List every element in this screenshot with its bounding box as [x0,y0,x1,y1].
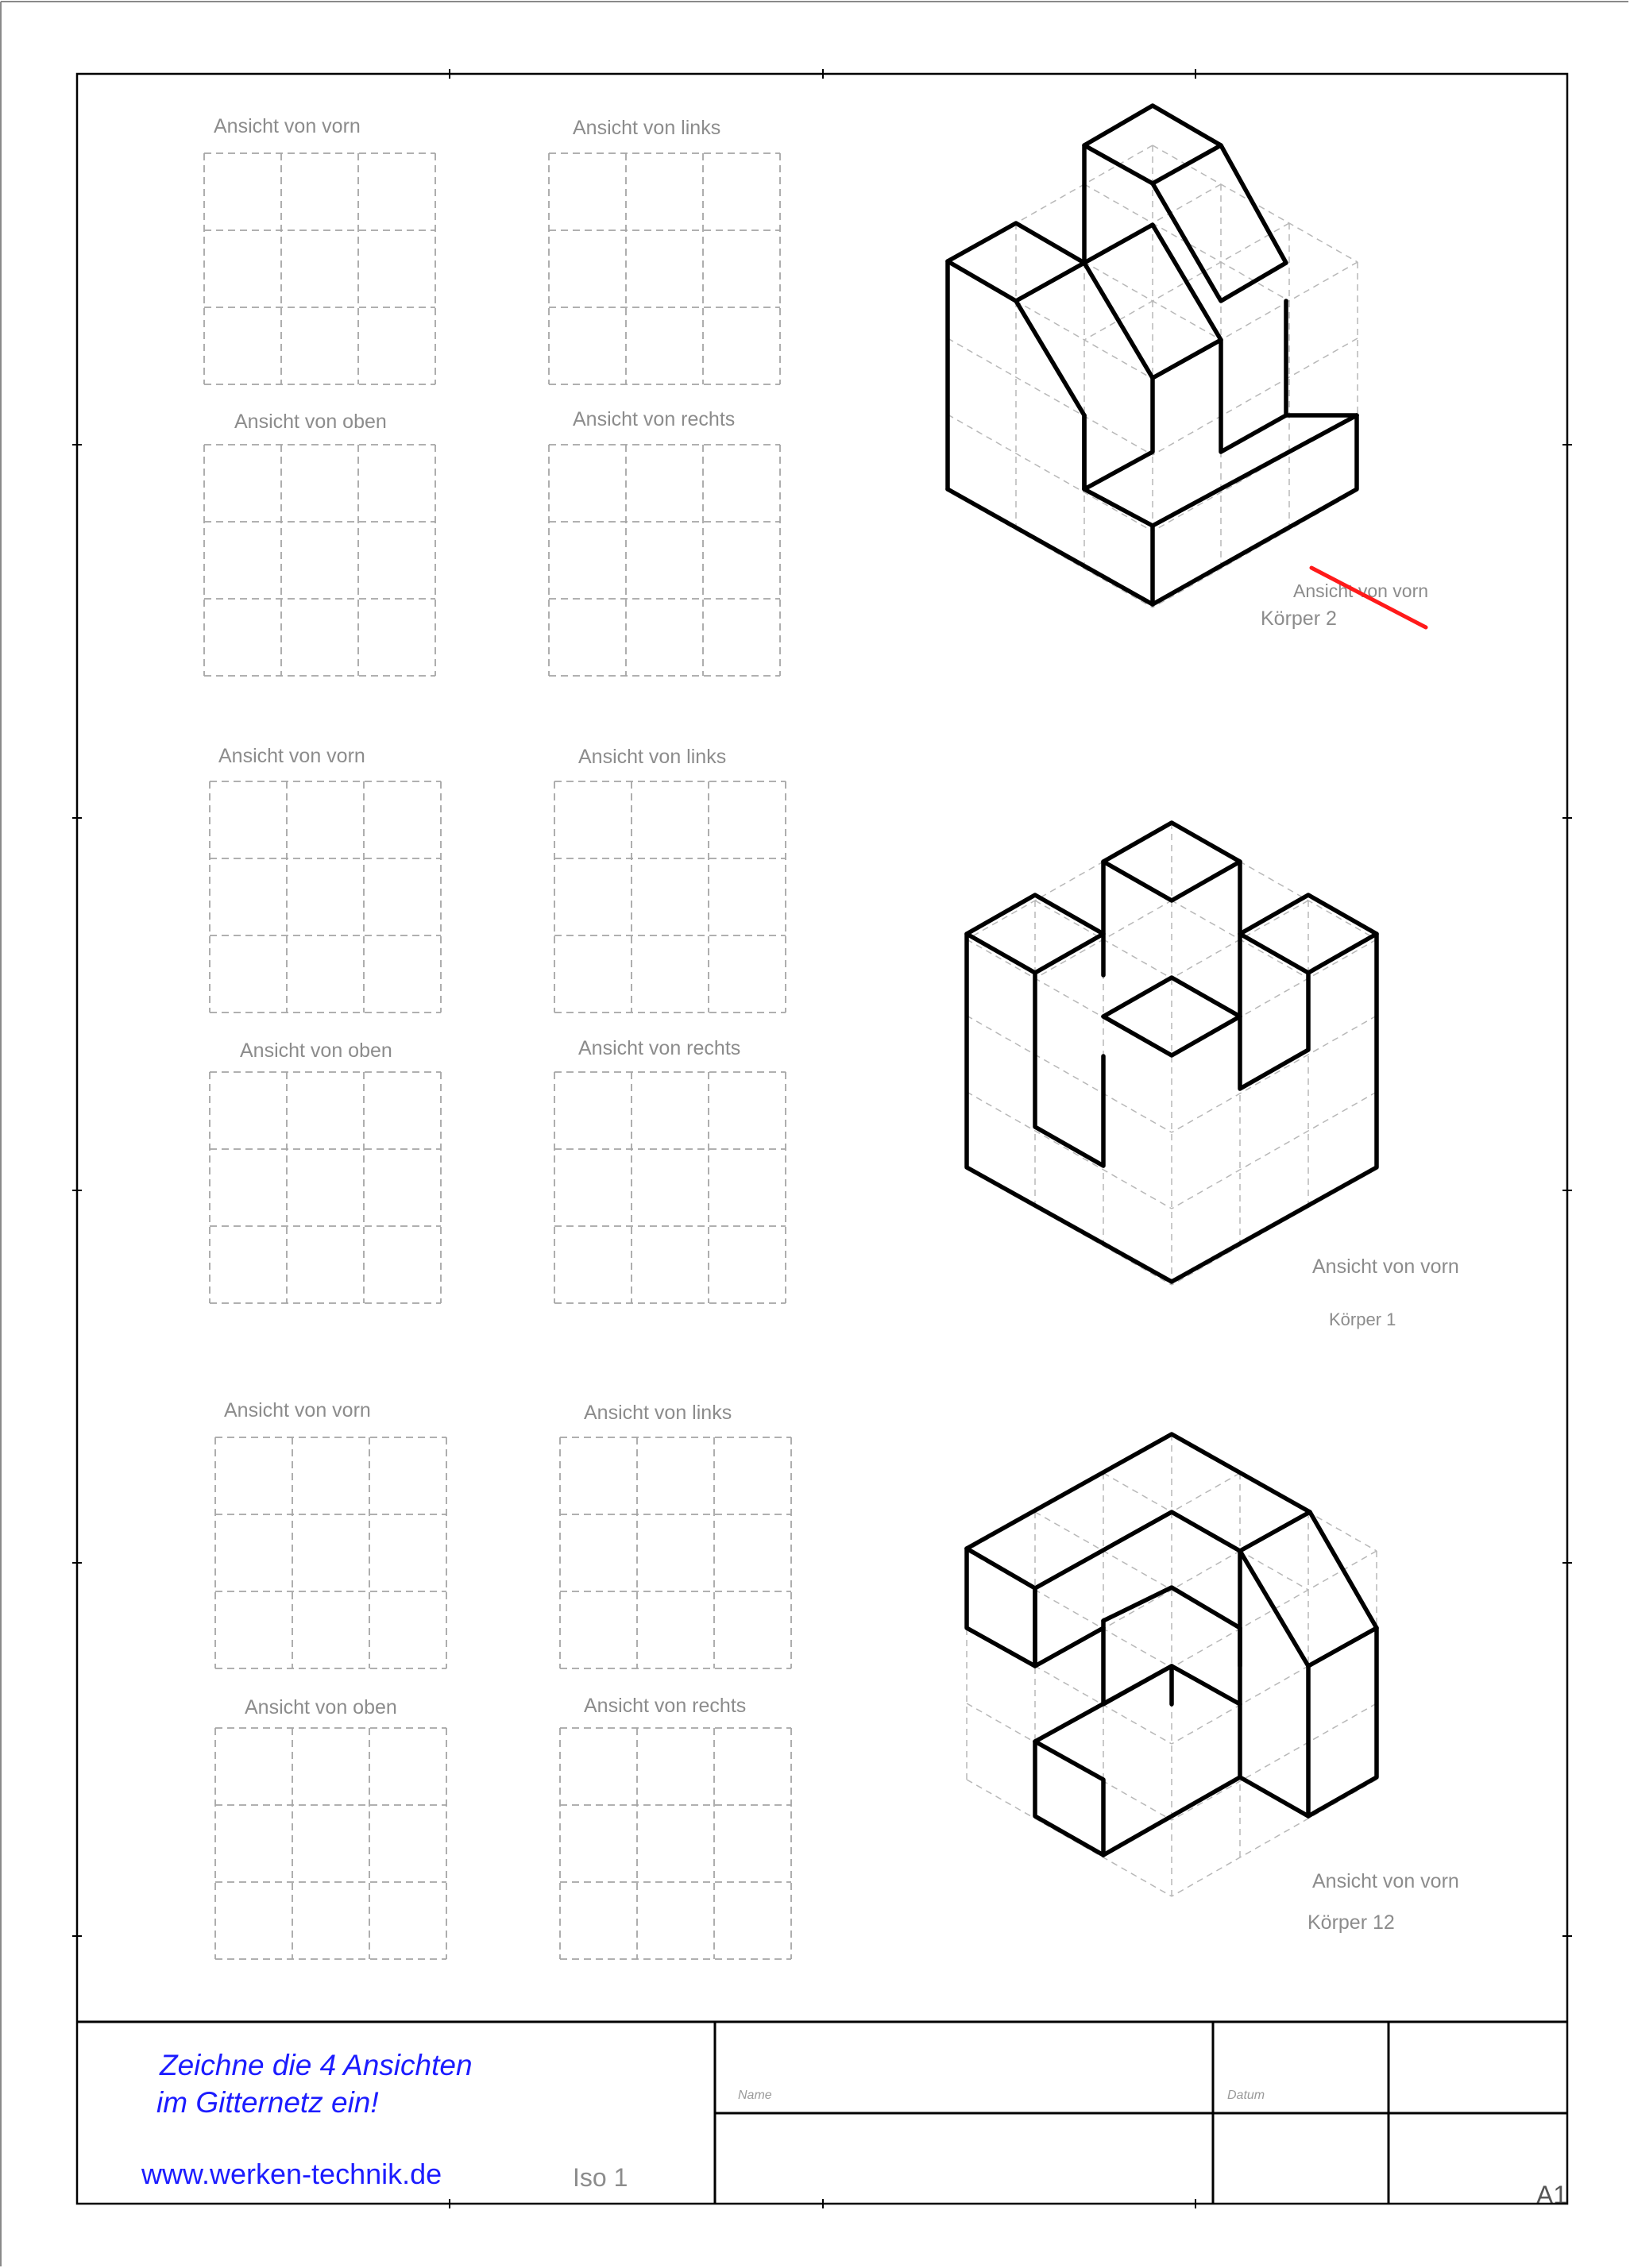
set3-front-view-grid[interactable] [215,1437,446,1668]
instruction-line-1: Zeichne die 4 Ansichten [160,2049,473,2081]
instruction-line-2: im Gitternetz ein! [156,2086,379,2119]
set3-left-view-grid[interactable] [560,1437,791,1668]
set2-right-view-grid[interactable] [554,1072,786,1303]
set1-left-view-label: Ansicht von links [573,117,721,139]
set2-front-view-grid[interactable] [210,781,441,1012]
frame-center-marks [72,69,1572,2208]
website-link[interactable]: www.werken-technik.de [141,2158,442,2190]
set2-left-view-grid[interactable] [554,781,786,1012]
set3-left-view-label: Ansicht von links [584,1402,732,1424]
set2-top-view-label: Ansicht von oben [240,1040,392,1062]
page-border [1,2,1628,2266]
set3-body-name: Körper 12 [1307,1911,1395,1934]
set2-front-view-label: Ansicht von vorn [218,745,365,767]
set3-right-view-grid[interactable] [560,1728,791,1959]
set1-right-view-grid[interactable] [549,445,780,676]
sheet-name: Iso 1 [573,2163,628,2192]
set3-front-direction-caption: Ansicht von vorn [1312,1870,1459,1892]
set1-top-view-grid[interactable] [204,445,435,676]
set2-top-view-grid[interactable] [210,1072,441,1303]
set2-body-name: Körper 1 [1329,1310,1396,1329]
set1-left-view-grid[interactable] [549,153,780,384]
set1-front-direction-caption: Ansicht von vorn [1293,580,1429,601]
set2-right-view-label: Ansicht von rechts [578,1037,741,1059]
set3-front-view-label: Ansicht von vorn [224,1399,371,1421]
set1-right-view-label: Ansicht von rechts [573,408,736,430]
set1-body-name: Körper 2 [1261,608,1337,630]
title-block [77,2022,1567,2204]
drawing-frame [77,74,1567,2204]
set2-left-view-label: Ansicht von links [578,746,727,768]
sheet-size-code: A1 [1536,2181,1568,2209]
set1-front-view-label: Ansicht von vorn [214,115,361,137]
set3-right-view-label: Ansicht von rechts [584,1695,747,1717]
set3-top-view-label: Ansicht von oben [245,1696,397,1718]
set3-top-view-grid[interactable] [215,1728,446,1959]
set1-front-view-grid[interactable] [204,153,435,384]
correction-mark [1311,568,1426,627]
name-field-label: Name [738,2089,772,2102]
set2-front-direction-caption: Ansicht von vorn [1312,1256,1459,1278]
date-field-label: Datum [1227,2089,1265,2102]
set1-top-view-label: Ansicht von oben [234,411,387,433]
